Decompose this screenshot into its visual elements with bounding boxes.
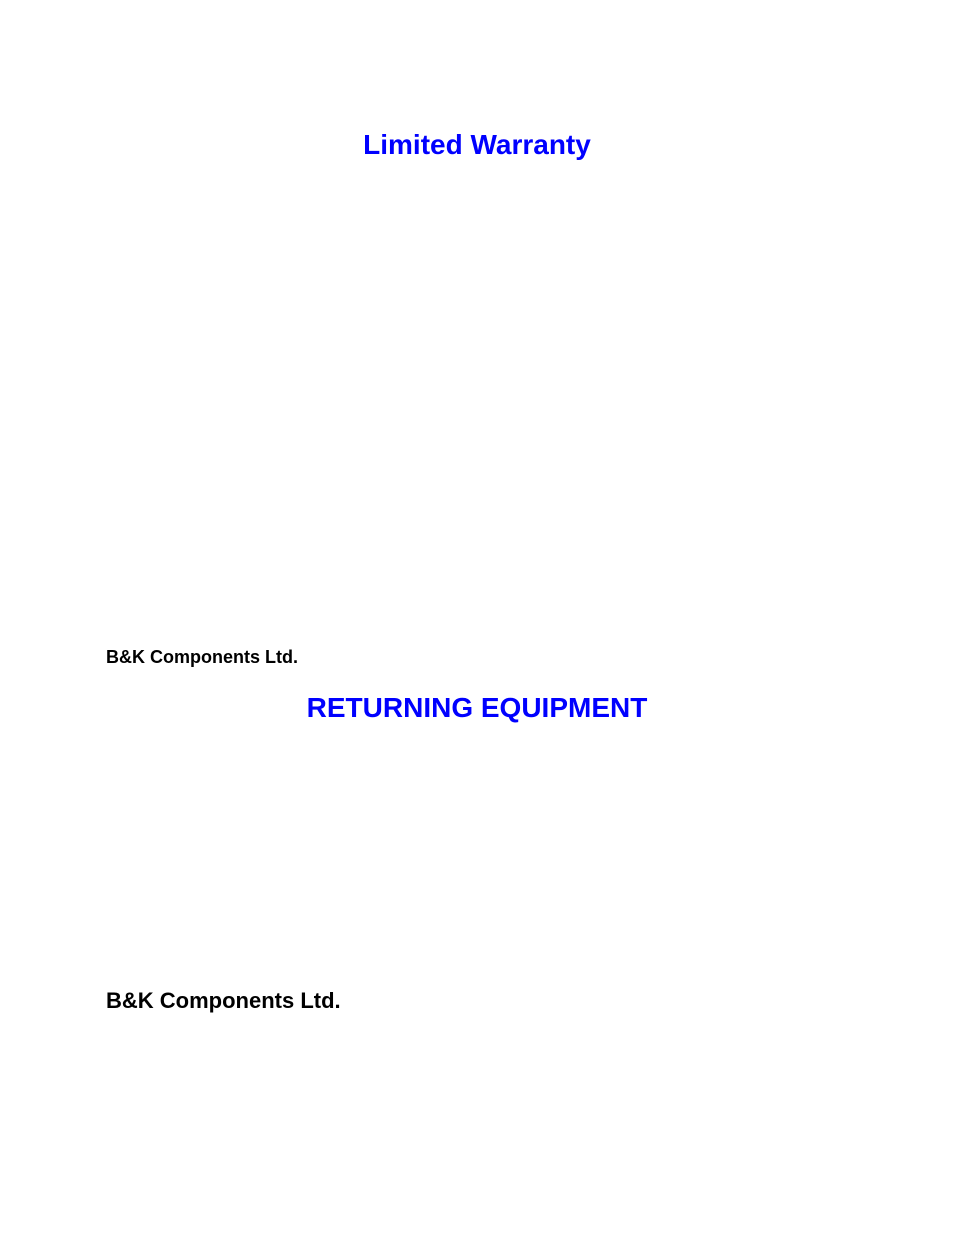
returning-equipment-heading: RETURNING EQUIPMENT xyxy=(306,692,648,723)
warranty-company-name: B&K Components Ltd. xyxy=(106,647,298,667)
returning-company-name: B&K Components Ltd. xyxy=(106,988,341,1013)
limited-warranty-heading: Limited Warranty xyxy=(363,129,591,160)
